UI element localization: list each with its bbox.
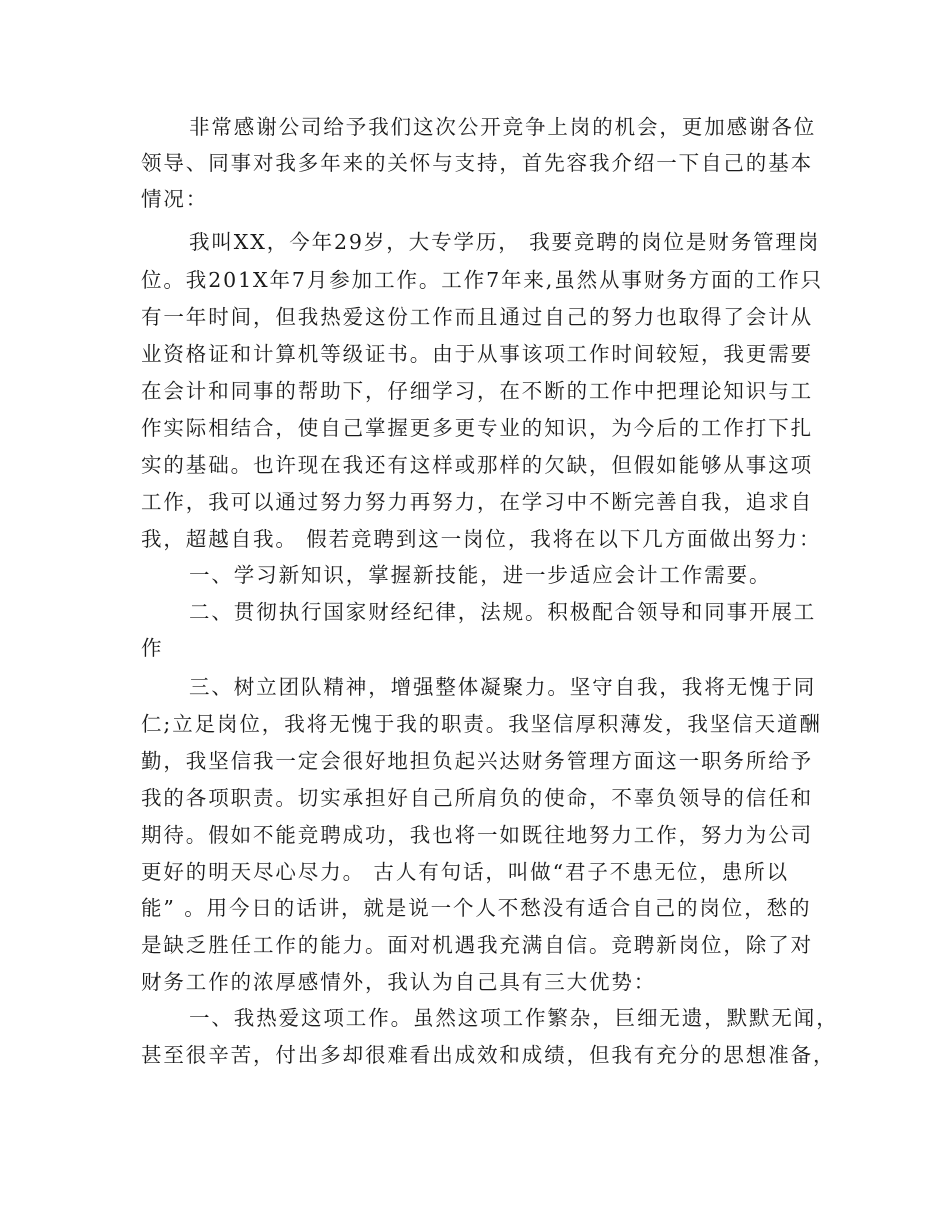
text-line: 业资格证和计算机等级证书。由于从事该项工作时间较短，我更需要 <box>141 342 813 366</box>
text-line: 是缺乏胜任工作的能力。面对机遇我充满自信。竞聘新岗位，除了对 <box>141 933 813 957</box>
text-line: 甚至很辛苦，付出多却很难看出成效和成绩，但我有充分的思想准备， <box>141 1043 836 1067</box>
text-line: 三、树立团队精神，增强整体凝聚力。坚守自我，我将无愧于同 <box>189 675 817 699</box>
text-line: 一、学习新知识，掌握新技能，进一步适应会计工作需要。 <box>189 563 772 587</box>
text-line: 我叫XX，今年29岁，大专学历， 我要竞聘的岗位是财务管理岗 <box>189 230 821 254</box>
text-line: 非常感谢公司给予我们这次公开竞争上岗的机会，更加感谢各位 <box>189 115 817 139</box>
text-line: 勤，我坚信我一定会很好地担负起兴达财务管理方面这一职务所给予 <box>141 749 813 773</box>
text-line: 能” 。用今日的话讲，就是说一个人不愁没有适合自己的岗位，愁的 <box>141 896 812 920</box>
text-line: 二、贯彻执行国家财经纪律，法规。积极配合领导和同事开展工 <box>189 600 817 624</box>
text-line: 情况： <box>141 187 209 211</box>
text-line: 一、我热爱这项工作。虽然这项工作繁杂，巨细无遗，默默无闻， <box>189 1006 839 1030</box>
text-line: 在会计和同事的帮助下，仔细学习，在不断的工作中把理论知识与工 <box>141 379 813 403</box>
text-line: 期待。假如不能竞聘成功，我也将一如既往地努力工作，努力为公司 <box>141 823 813 847</box>
text-line: 领导、同事对我多年来的关怀与支持，首先容我介绍一下自己的基本 <box>141 151 813 175</box>
text-line: 作 <box>141 636 164 660</box>
text-line: 更好的明天尽心尽力。 古人有句话，叫做“君子不患无位，患所以 <box>141 860 789 884</box>
text-line: 作实际相结合，使自己掌握更多更专业的知识，为今后的工作打下扎 <box>141 416 813 440</box>
text-line: 我，超越自我。 假若竞聘到这一岗位，我将在以下几方面做出努力： <box>141 527 822 551</box>
text-line: 实的基础。也许现在我还有这样或那样的欠缺，但假如能够从事这项 <box>141 453 813 477</box>
text-line: 工作，我可以通过努力努力再努力，在学习中不断完善自我，追求自 <box>141 490 813 514</box>
text-line: 我的各项职责。切实承担好自己所肩负的使命，不辜负领导的信任和 <box>141 786 813 810</box>
text-line: 仁;立足岗位，我将无愧于我的职责。我坚信厚积薄发，我坚信天道酬 <box>141 712 822 736</box>
text-line: 有一年时间，但我热爱这份工作而且通过自己的努力也取得了会计从 <box>141 305 813 329</box>
text-line: 财务工作的浓厚感情外，我认为自己具有三大优势： <box>141 970 657 994</box>
text-line: 位。我201X年7月参加工作。工作7年来,虽然从事财务方面的工作只 <box>141 268 824 292</box>
